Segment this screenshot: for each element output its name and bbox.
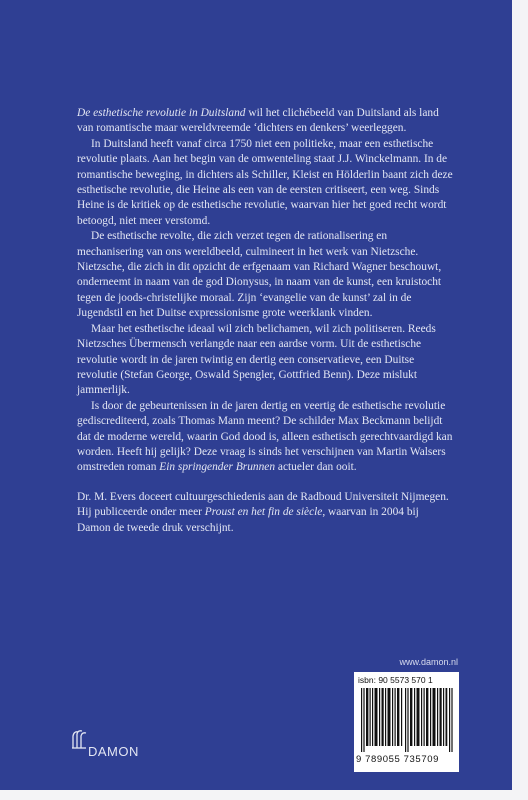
- paragraph-2: In Duitsland heeft vanaf circa 1750 niet een politieke, maar een esthetische revolutie plaats. Aan het begin van de omwenteling staat J.J. Winckelmann. In de romantische beweging, in dichters als Schiller, Kleist en Hölderlin baant zich deze esthetische revolutie, die Heine als een van de eersten critiseert, een weg. Sinds Heine is de kritiek op de esthetische revolutie, waarvan hier het goed recht wordt betoogd, niet meer verstomd.: [77, 137, 453, 227]
- paragraph-intro: [77, 106, 455, 137]
- publisher-logo: [70, 728, 150, 764]
- author-bio-text: Dr. M. Evers doceert cultuurgeschiedenis aan de Radboud Universiteit Nijmegen. Hij publiceerde onder meer: [77, 490, 449, 519]
- damon-logo-icon: [70, 728, 90, 750]
- paragraph-5: [77, 399, 455, 476]
- paragraph-3: De esthetische revolte, die zich verzet tegen de rationalisering en mechanisering van ons wereldbeeld, culmineert in het werk van Nietzsche. Nietzsche, die zich in dit opzicht de erfgenaam van Richard Wagner beschouwt, onderneemt in naam van de god Dionysus, in naam van de kunst, een kruistocht tegen de joods-christelijke moraal. Zijn ‘evangelie van de kunst’ zal in de Jugendstil en het Duitse expressionisme grote weerklank vinden.: [77, 230, 442, 320]
- barcode: [361, 688, 453, 752]
- barcode-digits: 9 789055 735709: [356, 754, 439, 765]
- publisher-url: www.damon.nl: [399, 657, 458, 667]
- paragraph-4: Maar het esthetische ideaal wil zich belichamen, wil zich politiseren. Reeds Nietzsches Übermensch verlangde naar een aardse vorm. Uit de esthetische revolutie wordt in de jaren twintig en dertig een conservatieve, een Duitse revolutie (Stefan George, Oswald Spengler, Gottfried Benn). Deze mislukt jammerlijk.: [77, 322, 436, 397]
- blurb-text: [77, 106, 455, 536]
- barcode-box: [354, 672, 459, 772]
- paragraph-5-text: Is door de gebeurtenissen in de jaren dertig en veertig de esthetische revolutie gediscrediteerd, zoals Thomas Mann meent? De schilder Max Beckmann belijdt dat de moderne wereld, waarin God dood is, alleen esthetisch gerechtvaardigd kan worden. Heeft hij gelijk? Deze vraag is sinds het verschijnen van Martin Walsers omstreden roman: [77, 399, 453, 474]
- author-book-title: Proust en het fin de siècle: [204, 506, 323, 519]
- paragraph-intro-text: wil het clichébeeld van Duitsland als land van romantische maar wereldvreemde ‘dichters en denkers’ weerleggen.: [77, 107, 439, 135]
- logo-text: DAMON: [88, 744, 139, 759]
- author-bio-end: , waarvan in 2004 bij Damon de tweede druk verschijnt.: [77, 506, 419, 534]
- book-title: De esthetische revolutie in Duitsland: [77, 107, 246, 119]
- novel-title: Ein springender Brunnen: [159, 461, 276, 474]
- page-edge-bottom: [0, 790, 528, 800]
- author-bio: [77, 490, 455, 536]
- isbn-label: isbn: 90 5573 570 1: [358, 675, 433, 685]
- page-edge: [512, 0, 528, 800]
- paragraph-5-end: actueler dan ooit.: [275, 461, 357, 474]
